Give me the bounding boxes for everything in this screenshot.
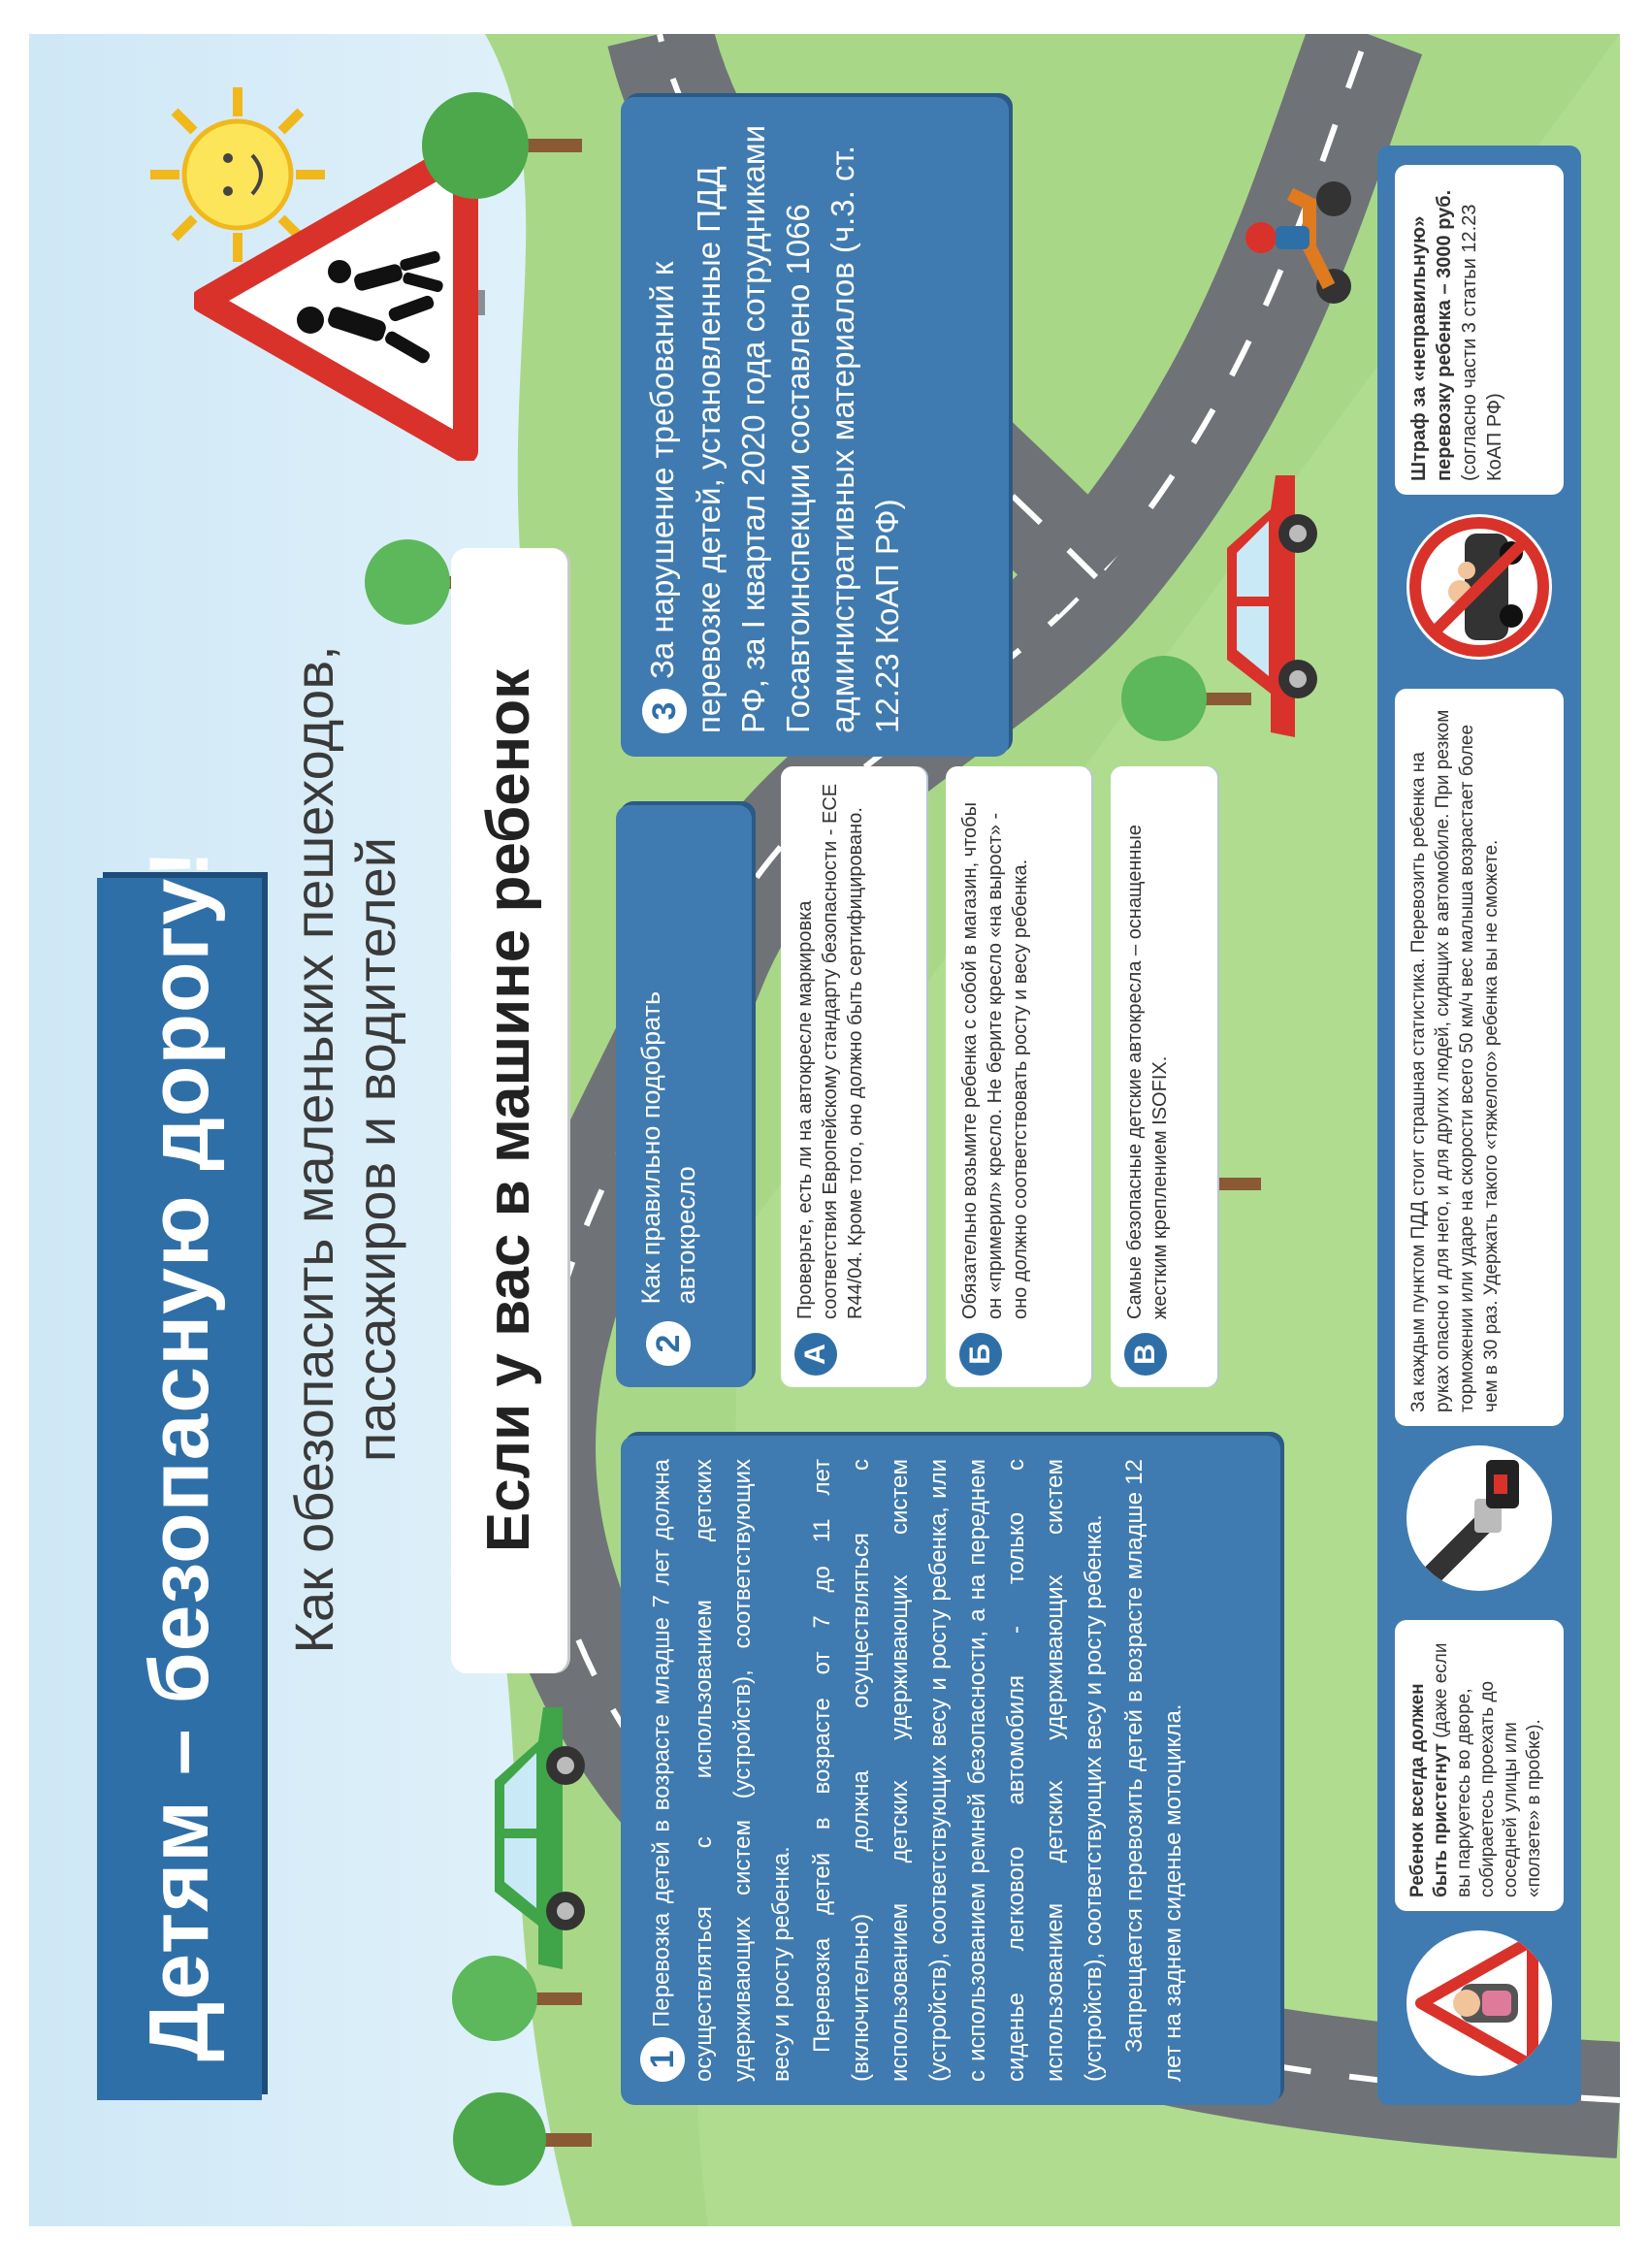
statistics-card: За каждым пунктом ПДД стоит страшная статистика. Перевозить ребенка на руках опасно и для него, и для других людей, сидящих в автомобиле. При резком торможении или ударе на скорости всего 50 км/ч вес малыша возрастает более чем в 30 раз. Удержать такого «тяжелого» ребенка вы не сможете. [1395, 689, 1564, 1426]
fine-bold: Штраф за «неправильную» перевозку ребенка – 3000 руб. [1408, 189, 1455, 481]
statistics-text: За нарушение требований к перевозке детей, установленные ПДД РФ, за I квартал 2020 года сотрудниками Госавтоинспекции составлено 1066 административных материалов (ч.3. ст. 12.23 КоАП РФ) [644, 125, 906, 733]
rule-paragraph: Запрещается перевозить детей в возрасте младше 12 лет на заднем сиденье мотоцикла. [1121, 1459, 1186, 2082]
subtitle-line-2: пассажиров и водителей [345, 836, 406, 1463]
tree-icon [417, 82, 582, 209]
no-child-in-arms-icon [1406, 514, 1552, 660]
belt-info-bold: Ребенок всегда должен быть пристегнут [1407, 1683, 1451, 1897]
panel-statistics [621, 97, 1009, 757]
tip-card-b [946, 766, 1091, 1387]
fine-card [1395, 165, 1564, 495]
rule-paragraph: Перевозка детей в возрасте младше 7 лет должна осуществляться с использованием детских удерживающих систем (устройств), соответствующих весу и росту ребенка. [648, 1459, 794, 2082]
subtitle [283, 616, 407, 1683]
poster [29, 34, 1620, 2226]
tip-text: Самые безопасные детские автокресла – оснащенные жестким креплением ISOFIX. [1124, 825, 1171, 1319]
belt-info-text: (даже если вы паркуетесь во дворе, собираетесь проехать до соседней улицы или «ползете» в пробке). [1431, 1642, 1544, 1897]
panel-label: Как правильно подобрать автокресло [636, 990, 700, 1305]
letter-badge: В [1124, 1333, 1167, 1376]
seatbelt-icon [1406, 1445, 1552, 1591]
letter-badge: А [794, 1333, 837, 1376]
section-title: Если у вас в машине ребенок [451, 548, 567, 1673]
panel-child-seat [616, 805, 752, 1387]
bottom-info-bar [1377, 146, 1581, 2105]
number-badge: 2 [646, 1321, 691, 1366]
title-banner [97, 849, 262, 2100]
rule-paragraph: Перевозка детей в возрасте от 7 до 11 лет (включительно) должна осуществляться с использованием детских удерживающих систем (устройств), соответствующих весу и росту ребенка, или с использованием ремней безопасности, а на переднем сиденье легкового автомобиля - только с использованием детских удерживающих систем (устройств), соответствующих весу и росту ребенка. [809, 1459, 1107, 2082]
tip-text: Проверьте, есть ли на автокресле маркировка соответствия Европейскому стандарту безопасности - ECE R44/04. Кроме того, оно должно быть сертифицировано. [794, 783, 866, 1319]
scooter-rider [1232, 170, 1358, 315]
belt-info-card [1395, 1620, 1564, 1911]
child-seat-warning-icon [1406, 1930, 1552, 2076]
tree-icon [446, 2081, 592, 2197]
scene [29, 34, 1620, 2226]
letter-badge: Б [959, 1333, 1002, 1376]
tip-card-a [781, 766, 926, 1387]
number-badge: 3 [642, 689, 687, 733]
page-title: Детям – безопасную дорогу! [133, 849, 226, 2061]
number-badge: 1 [640, 2037, 685, 2082]
green-car [470, 1693, 587, 1984]
tip-card-v [1111, 766, 1217, 1387]
subtitle-line-1: Как обезопасить маленьких пешеходов, [283, 645, 344, 1654]
tip-text: Обязательно возьмите ребенка с собой в магазин, чтобы он «примерил» кресло. Не берите кресло «на вырост» - оно должно соответствовать росту и весу ребенка. [959, 801, 1031, 1319]
panel-transport-rules [621, 1436, 1280, 2105]
red-car [1203, 461, 1319, 752]
poster-rotated-content [29, 34, 1620, 2226]
fine-text: (согласно части 3 статьи 12.23 КоАП РФ) [1459, 204, 1505, 481]
